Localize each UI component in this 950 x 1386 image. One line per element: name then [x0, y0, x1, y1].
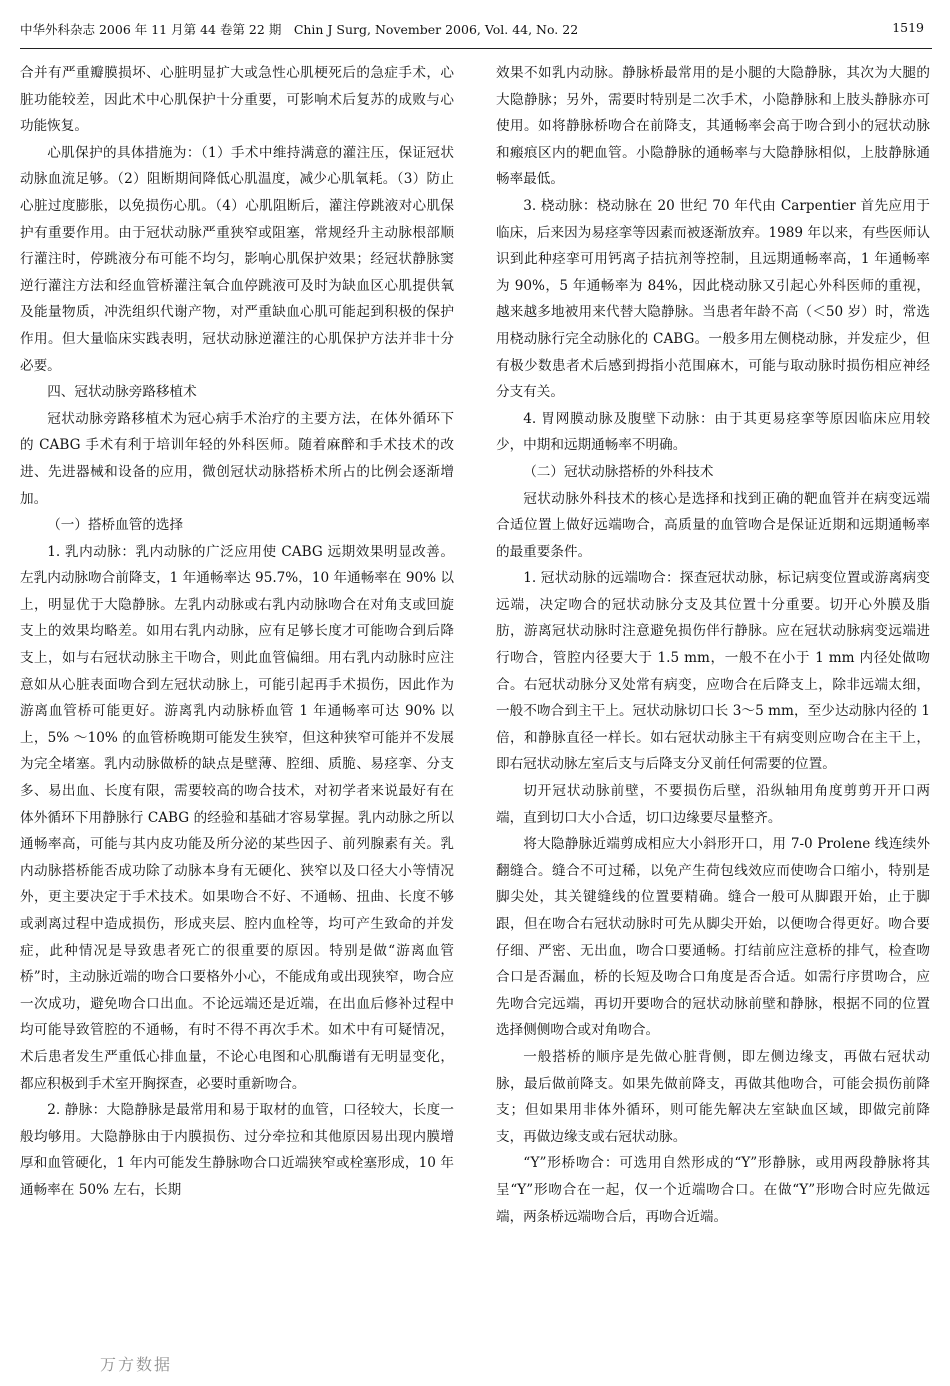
paragraph: 4. 胃网膜动脉及腹壁下动脉：由于其更易痉挛等原因临床应用较少，中期和远期通畅率不明确。	[496, 410, 930, 454]
watermark: 万方数据	[100, 1355, 173, 1374]
paragraph: 切开冠状动脉前壁，不要损伤后壁，沿纵轴用角度剪剪开开口两端，直到切口大小合适，切口边缘要尽量整齐。	[496, 783, 930, 826]
section-heading: 四、冠状动脉旁路移植术	[47, 384, 197, 401]
section-heading: （一）搭桥血管的选择	[47, 517, 184, 534]
paragraph: 将大隐静脉近端剪成相应大小斜形开口，用 7-0 Prolene 线连续外翻缝合。缝合不可过稀，以免产生荷包线效应而使吻合口缩小，特别是脚尖处，其关键缝线的位置要精确。缝合一般可从脚跟开始，止于脚跟，但在吻合右冠状动脉时可先从脚尖开始，以便吻合得更好。吻合要仔细、严密、无出血，吻合口要通畅。打结前应注意桥的排气，检查吻合口是否漏血，桥的长短及吻合口角度是否合适。如需行序贯吻合，应先吻合完远端，再切开要吻合的冠状动脉前壁和静脉，根据不同的位置选择侧侧吻合或对角吻合。	[496, 836, 930, 1039]
paragraph: 心肌保护的具体措施为：（1）手术中维持满意的灌注压，保证冠状动脉血流足够。（2）阻断期间降低心肌温度，减少心肌氧耗。（3）防止心脏过度膨胀，以免损伤心肌。（4）心肌阻断后，灌注停跳液对心肌保护有重要作用。由于冠状动脉严重狭窄或阻塞，常规经升主动脉根部顺行灌注时，停跳液分布可能不均匀，影响心肌保护效果；经冠状静脉窦逆行灌注方法和经血管桥灌注氧合血停跳液可及时为缺血区心肌提供氧及能量物质，冲洗组织代谢产物，对严重缺血心肌可能起到积极的保护作用。但大量临床实践表明，冠状动脉逆灌注的心肌保护方法并非十分必要。	[20, 144, 454, 374]
page-number: 1519	[892, 20, 924, 35]
paragraph: 一般搭桥的顺序是先做心脏背侧，即左侧边缘支，再做右冠状动脉，最后做前降支。如果先做前降支，再做其他吻合，可能会损伤前降支；但如果用非体外循环，则可能先解决左室缺血区域，即做完前降支，再做边缘支或右冠状动脉。	[496, 1048, 930, 1145]
paragraph: 冠状动脉旁路移植术为冠心病手术治疗的主要方法，在体外循环下的 CABG 手术有利于培训年轻的外科医师。随着麻醉和手术技术的改进、先进器械和设备的应用，微创冠状动脉搭桥术所占的比例会逐渐增加。	[20, 410, 454, 507]
journal-citation: 中华外科杂志 2006 年 11 月第 44 卷第 22 期 Chin J Surg, November 2006, Vol. 44, No. 22	[20, 22, 579, 37]
right-column	[496, 60, 930, 1230]
paragraph: 2. 静脉：大隐静脉是最常用和易于取材的血管，口径较大，长度一般均够用。大隐静脉由于内膜损伤、过分牵拉和其他原因易出现内膜增厚和血管硬化，1 年内可能发生静脉吻合口近端狭窄或栓塞形成，10 年通畅率在 50% 左右，长期	[20, 1102, 454, 1198]
paragraph: 1. 冠状动脉的远端吻合：探查冠状动脉，标记病变位置或游离病变远端，决定吻合的冠状动脉分支及其位置十分重要。切开心外膜及脂肪，游离冠状动脉时注意避免损伤伴行静脉。应在冠状动脉病变远端进行吻合，管腔内径要大于 1.5 mm，一般不在小于 1 mm 内径处做吻合。右冠状动脉分叉处常有病变，应吻合在后降支上，除非远端太细，一般不吻合到主干上。冠状动脉切口长 3～5 mm，至少达动脉内径的 1 倍，和静脉直径一样长。如右冠状动脉主干有病变则应吻合在主干上，即右冠状动脉左室后支与后降支分叉前任何需要的位置。	[496, 570, 930, 773]
paragraph: 效果不如乳内动脉。静脉桥最常用的是小腿的大隐静脉，其次为大腿的大隐静脉；另外，需要时特别是二次手术，小隐静脉和上肢头静脉亦可使用。如将静脉桥吻合在前降支，其通畅率会高于吻合到小的冠状动脉和瘢痕区内的靶血管。小隐静脉的通畅率与大隐静脉相似，上肢静脉通畅率最低。	[496, 65, 930, 188]
paragraph: 3. 桡动脉：桡动脉在 20 世纪 70 年代由 Carpentier 首先应用于临床，后来因为易痉挛等因素而被逐渐放弃。1989 年以来，有些医师认识到此种痉挛可用钙离子拮抗剂等控制，且远期通畅率高，1 年通畅率为 90%，5 年通畅率为 84%，因此桡动脉又引起心外科医师的重视，越来越多地被用来代替大隐静脉。当患者年龄不高（＜50 岁）时，常选用桡动脉行完全动脉化的 CABG。一般多用左侧桡动脉，并发症少，但有极少数患者术后感到拇指小范围麻木，可能与取动脉时损伤相应神经分支有关。	[496, 197, 930, 401]
running-header	[20, 14, 932, 49]
section-heading: （二）冠状动脉搭桥的外科技术	[523, 463, 714, 480]
paragraph: 冠状动脉外科技术的核心是选择和找到正确的靶血管并在病变远端合适位置上做好远端吻合，高质量的血管吻合是保证近期和远期通畅率的最重要条件。	[496, 490, 930, 560]
paragraph: 合并有严重瓣膜损坏、心脏明显扩大或急性心肌梗死后的急症手术，心脏功能较差，因此术中心肌保护十分重要，可影响术后复苏的成败与心功能恢复。	[20, 65, 454, 135]
left-column	[20, 60, 454, 1204]
paragraph: 1. 乳内动脉：乳内动脉的广泛应用使 CABG 远期效果明显改善。左乳内动脉吻合前降支，1 年通畅率达 95.7%，10 年通畅率在 90% 以上，明显优于大隐静脉。左乳内动脉或右乳内动脉吻合在对角支或回旋支上的效果均略差。如用右乳内动脉，应有足够长度才可能吻合到后降支上，如与右冠状动脉主干吻合，则此血管偏细。用右乳内动脉时应注意如从心脏表面吻合到左冠状动脉上，可能引起再手术损伤，因此作为游离血管桥可能更好。游离乳内动脉桥血管 1 年通畅率可达 90% 以上，5% ～10% 的血管桥晚期可能发生狭窄，但这种狭窄可能并不发展为完全堵塞。乳内动脉做桥的缺点是壁薄、腔细、质脆、易痉挛、分支多、易出血、长度有限，需要较高的吻合技术，对初学者来说最好有在体外循环下用静脉行 CABG 的经验和基础才容易掌握。乳内动脉之所以通畅率高，可能与其内皮功能及所分泌的某些因子、前列腺素有关。乳内动脉搭桥能否成功除了动脉本身有无硬化、狭窄以及口径大小等情况外，更主要决定于手术技术。如果吻合不好、不通畅、扭曲、长度不够或剥离过程中造成损伤，形成夹层、腔内血栓等，均可产生致命的并发症，此种情况是导致患者死亡的很重要的原因。特别是做“游离血管桥”时，主动脉近端的吻合口要格外小心，不能成角或出现狭窄，吻合应一次成功，避免吻合口出血。不论远端还是近端，在出血后修补过程中均可能导致管腔的不通畅，有时不得不再次手术。如术中有可疑情况，术后患者发生严重低心排血量，不论心电图和心肌酶谱有无明显变化，都应积极到手术室开胸探查，必要时重新吻合。	[20, 543, 454, 1092]
paragraph: “Y”形桥吻合：可选用自然形成的“Y”形静脉，或用两段静脉将其呈“Y”形吻合在一起，仅一个近端吻合口。在做“Y”形吻合时应先做远端，两条桥远端吻合后，再吻合近端。	[496, 1155, 930, 1225]
